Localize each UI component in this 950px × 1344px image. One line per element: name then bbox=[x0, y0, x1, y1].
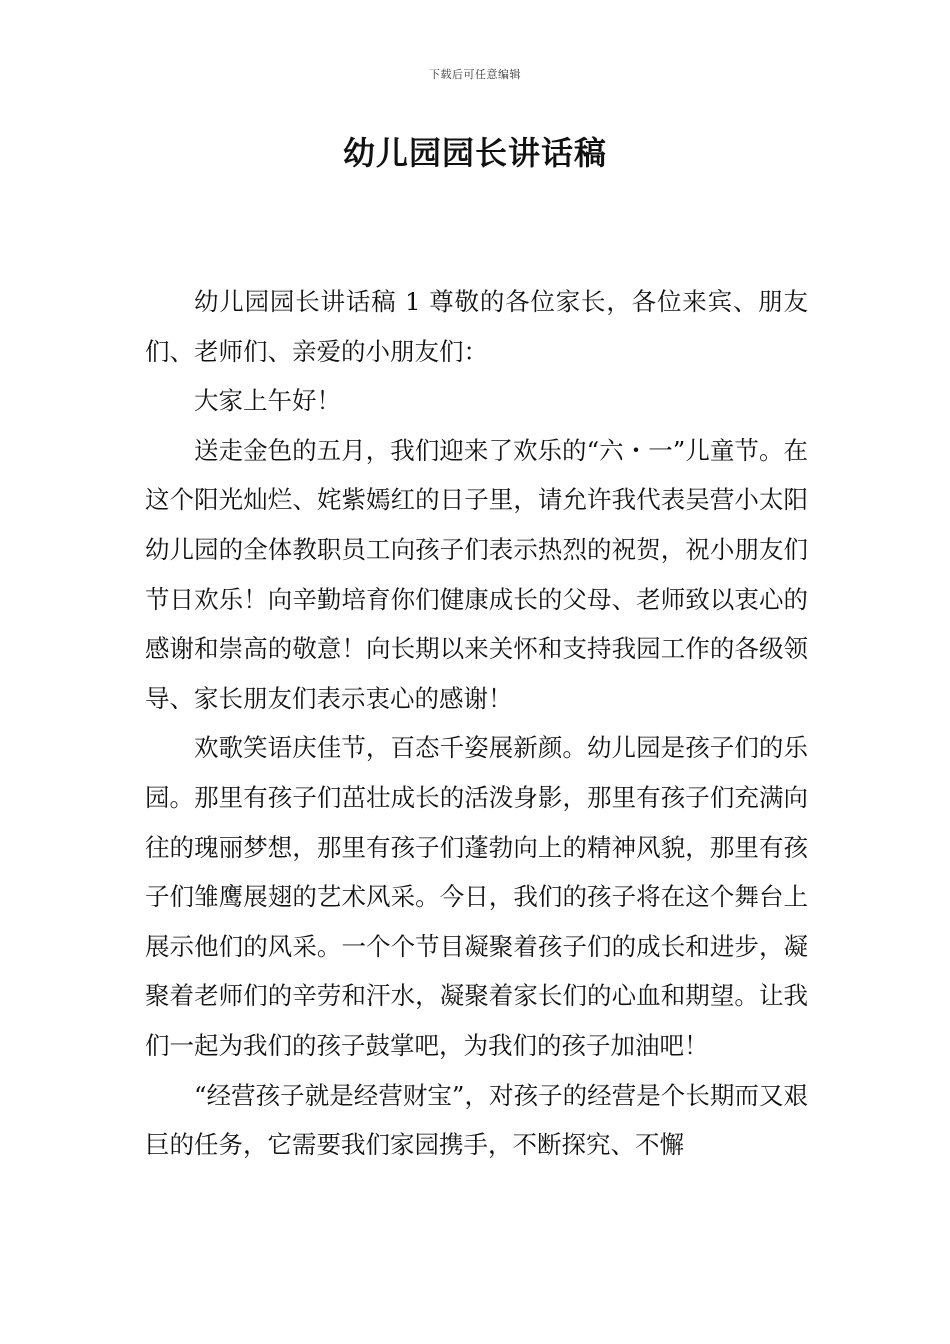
paragraph-childrens-day: 送走金色的五月，我们迎来了欢乐的“六・一”儿童节。在这个阳光灿烂、姹紫嫣红的日子里，请允许我代表吴营小太阳幼儿园的全体教职员工向孩子们表示热烈的祝贺，祝小朋友们节日欢乐！向辛勤培育你们健康成长的父母、老师致以衷心的感谢和崇高的敬意！向长期以来关怀和支持我园工作的各级领导、家长朋友们表示衷心的感谢！ bbox=[145, 435, 808, 713]
paragraph-salutation: 大家上午好！ bbox=[194, 386, 341, 416]
header-note: 下载后可任意编辑 bbox=[429, 68, 521, 81]
document-title: 幼儿园园长讲话稿 bbox=[342, 134, 607, 172]
paragraph-cultivation: “经营孩子就是经营财宝”，对孩子的经营是个长期而又艰巨的任务，它需要我们家园携手，不断探究、不懈 bbox=[145, 1080, 808, 1160]
paragraph-kindergarten: 欢歌笑语庆佳节，百态千姿展新颜。幼儿园是孩子们的乐园。那里有孩子们茁壮成长的活泼身影，那里有孩子们充满向往的瑰丽梦想，那里有孩子们蓬勃向上的精神风貌，那里有孩子们雏鹰展翅的艺术风采。今日，我们的孩子将在这个舞台上展示他们的风采。一个个节目凝聚着孩子们的成长和进步，凝聚着老师们的辛劳和汗水，凝聚着家长们的心血和期望。让我们一起为我们的孩子鼓掌吧，为我们的孩子加油吧！ bbox=[145, 733, 808, 1060]
paragraph-greeting: 幼儿园园长讲话稿 1 尊敬的各位家长，各位来宾、朋友们、老师们、亲爱的小朋友们： bbox=[145, 287, 808, 366]
document-body bbox=[145, 277, 808, 1170]
